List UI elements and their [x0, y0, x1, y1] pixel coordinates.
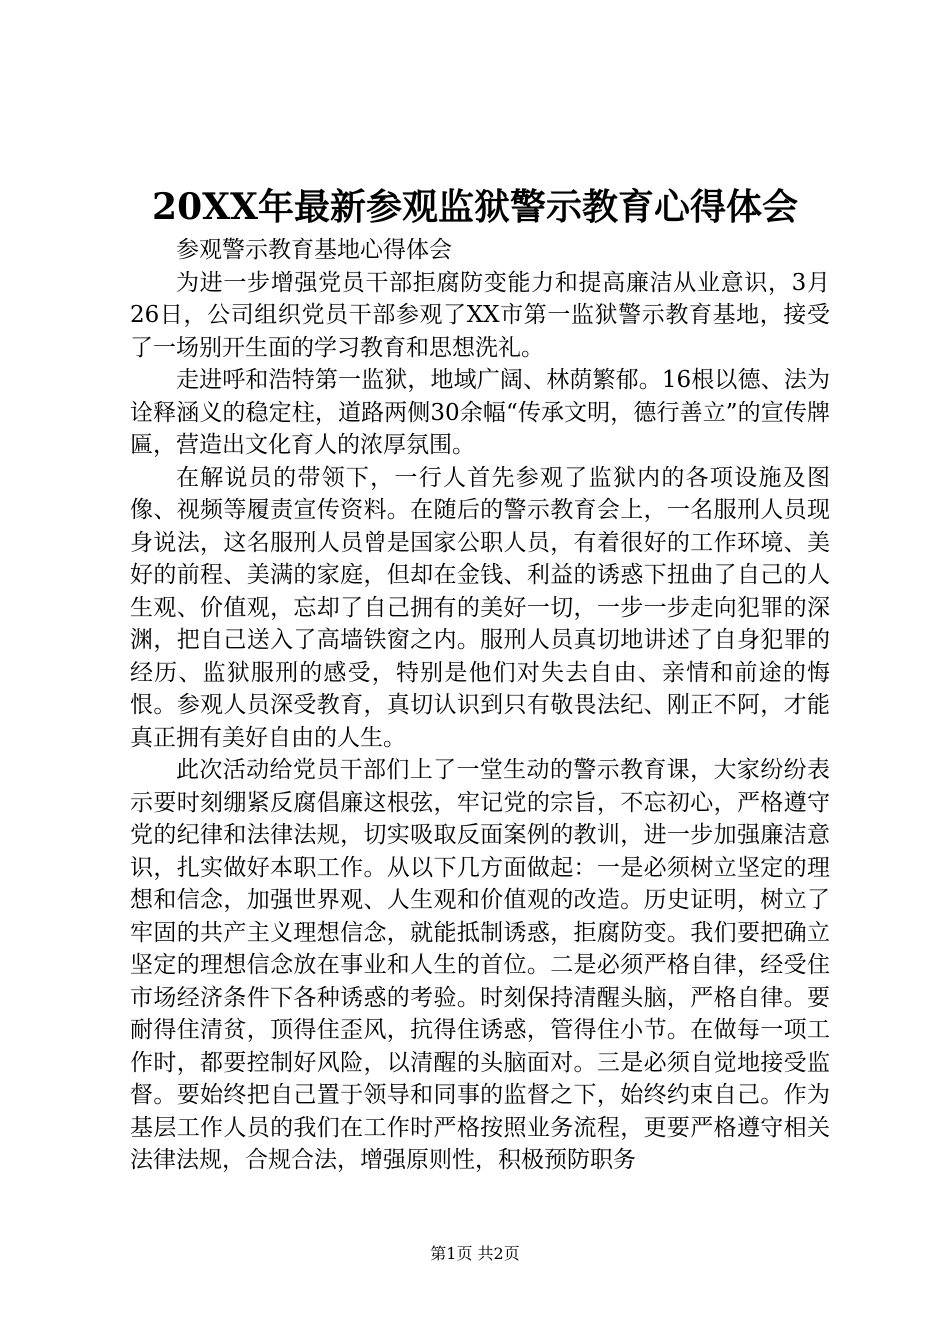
paragraph-warning-session: 在解说员的带领下，一行人首先参观了监狱内的各项设施及图像、视频等履责宣传资料。在随后的警示教育会上，一名服刑人员现身说法，这名服刑人员曾是国家公职人员，有着很好的工作环境、美好的前程、美满的家庭，但却在金钱、利益的诱惑下扭曲了自己的人生观、价值观，忘却了自己拥有的美好一切，一步一步走向犯罪的深渊，把自己送入了高墙铁窗之内。服刑人员真切地讲述了自身犯罪的经历、监狱服刑的感受，特别是他们对失去自由、亲情和前途的悔恨。参观人员深受教育，真切认识到只有敬畏法纪、刚正不阿，才能真正拥有美好自由的人生。 [130, 464, 830, 751]
paragraph-subtitle: 参观警示教育基地心得体会 [176, 237, 452, 263]
document-body [130, 234, 830, 1177]
page-footer: 第1页 共2页 [430, 1244, 520, 1263]
document-title: 20XX年最新参观监狱警示教育心得体会 [152, 186, 798, 228]
paragraph-prison-visit: 走进呼和浩特第一监狱，地域广阔、林荫繁郁。16根以德、法为诠释涵义的稳定柱，道路两侧30余幅“传承文明，德行善立”的宣传牌匾，营造出文化育人的浓厚氛围。 [130, 367, 830, 458]
paragraph-intro: 为进一步增强党员干部拒腐防变能力和提高廉洁从业意识，3月26日，公司组织党员干部参观了XX市第一监狱警示教育基地，接受了一场别开生面的学习教育和思想洗礼。 [130, 269, 830, 361]
paragraph-reflection: 此次活动给党员干部们上了一堂生动的警示教育课，大家纷纷表示要时刻绷紧反腐倡廉这根弦，牢记党的宗旨，不忘初心，严格遵守党的纪律和法律法规，切实吸取反面案例的教训，进一步加强廉洁意识，扎实做好本职工作。从以下几方面做起：一是必须树立坚定的理想和信念，加强世界观、人生观和价值观的改造。历史证明，树立了牢固的共产主义理想信念，就能抵制诱惑，拒腐防变。我们要把确立坚定的理想信念放在事业和人生的首位。二是必须严格自律，经受住市场经济条件下各种诱惑的考验。时刻保持清醒头脑，严格自律。要耐得住清贫，顶得住歪风，抗得住诱惑，管得住小节。在做每一项工作时，都要控制好风险，以清醒的头脑面对。三是必须自觉地接受监督。要始终把自己置于领导和同事的监督之下，始终约束自己。作为基层工作人员的我们在工作时严格按照业务流程，更要严格遵守相关法律法规，合规合法，增强原则性，积极预防职务 [130, 757, 830, 1173]
